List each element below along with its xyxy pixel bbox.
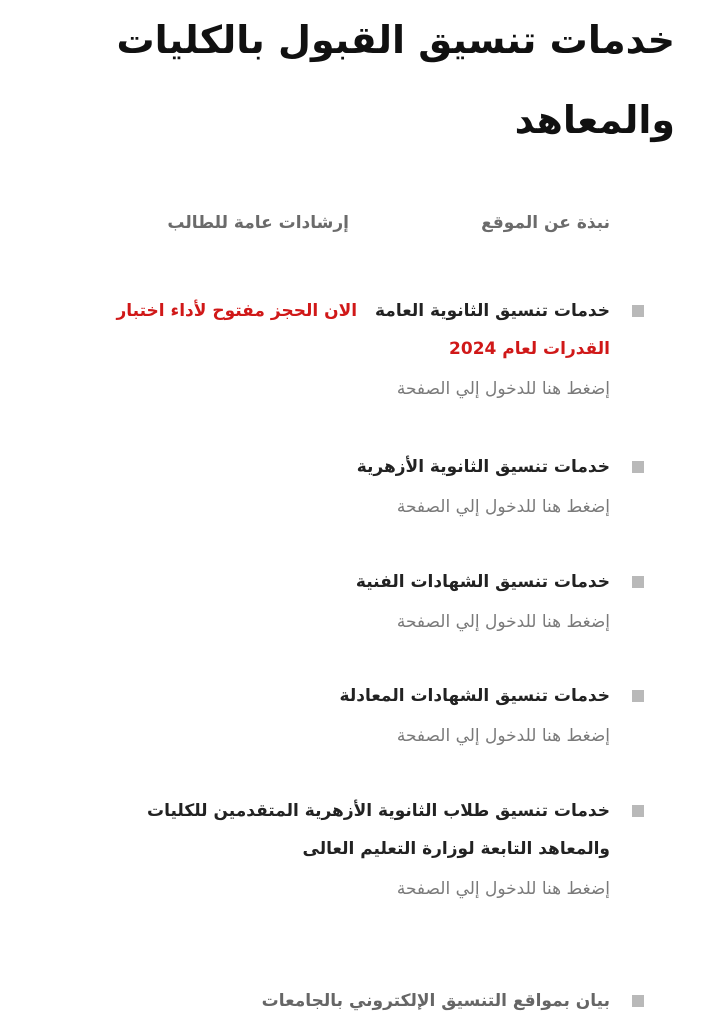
reservation-open-notice[interactable]: الان الحجز مفتوح لأداء اختبار القدرات لعام 2024	[116, 301, 610, 359]
service-item-azhar-secondary	[110, 448, 610, 520]
service-title[interactable]	[110, 792, 610, 868]
service-title-text: خدمات تنسيق الشهادات المعادلة	[339, 686, 610, 706]
square-bullet-icon	[632, 690, 644, 702]
service-title-text: خدمات تنسيق الثانوية الأزهرية	[356, 457, 610, 477]
enter-page-link[interactable]: إضغط هنا للدخول إلي الصفحة	[396, 497, 610, 517]
nav-about-link[interactable]: نبذة عن الموقع	[481, 213, 610, 233]
enter-page-link[interactable]: إضغط هنا للدخول إلي الصفحة	[396, 612, 610, 632]
enter-page-link[interactable]: إضغط هنا للدخول إلي الصفحة	[396, 879, 610, 899]
square-bullet-icon	[632, 305, 644, 317]
service-title[interactable]	[110, 677, 610, 715]
service-item-azhar-higher-education	[110, 792, 610, 902]
service-title-text: خدمات تنسيق الثانوية العامة	[375, 301, 610, 321]
enter-page-link[interactable]: إضغط هنا للدخول إلي الصفحة	[396, 379, 610, 399]
nav-guidance-link[interactable]: إرشادات عامة للطالب	[167, 213, 349, 233]
top-nav	[0, 208, 703, 238]
page-title: خدمات تنسيق القبول بالكليات والمعاهد	[116, 18, 675, 142]
universities-title[interactable]	[110, 982, 610, 1020]
service-title-text: خدمات تنسيق الشهادات الفنية	[355, 572, 610, 592]
service-item-general-secondary	[110, 292, 610, 402]
square-bullet-icon	[632, 576, 644, 588]
service-title-text: خدمات تنسيق طلاب الثانوية الأزهرية المتقدمين للكليات والمعاهد التابعة لوزارة التعليم العالى	[147, 801, 610, 859]
service-title[interactable]	[110, 448, 610, 486]
universities-title-text: بيان بمواقع التنسيق الإلكتروني بالجامعات	[261, 991, 610, 1011]
square-bullet-icon	[632, 995, 644, 1007]
service-title[interactable]	[110, 292, 610, 368]
universities-item	[110, 982, 610, 1020]
enter-page-link[interactable]: إضغط هنا للدخول إلي الصفحة	[396, 726, 610, 746]
square-bullet-icon	[632, 805, 644, 817]
service-item-equivalent-certificates	[110, 677, 610, 749]
service-title[interactable]	[110, 563, 610, 601]
square-bullet-icon	[632, 461, 644, 473]
service-item-technical-certificates	[110, 563, 610, 635]
